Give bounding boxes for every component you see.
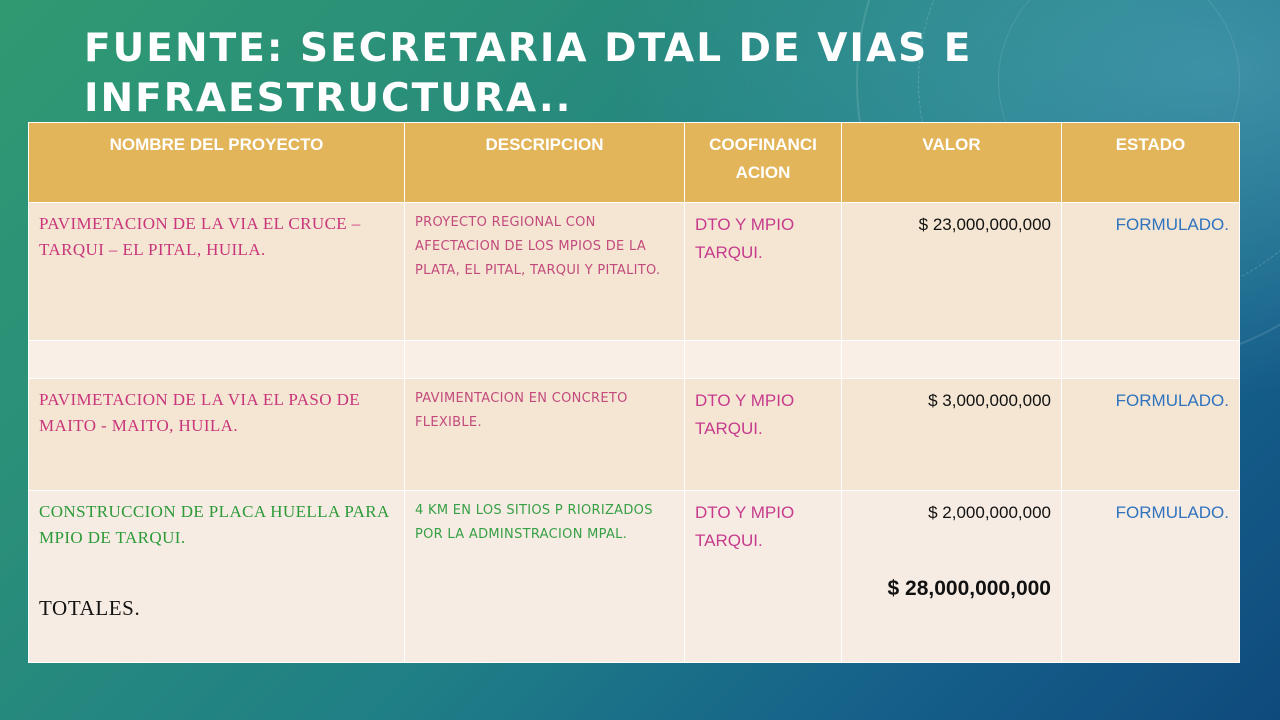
project-description: PAVIMENTACION EN CONCRETO FLEXIBLE. <box>405 379 685 491</box>
empty-cell <box>685 341 842 379</box>
project-cofinanciacion: DTO Y MPIO TARQUI. <box>685 203 842 341</box>
empty-cell <box>842 341 1062 379</box>
totals-value: $ 28,000,000,000 <box>887 577 1051 600</box>
project-valor: $ 23,000,000,000 <box>842 203 1062 341</box>
project-valor: $ 2,000,000,000 <box>928 503 1051 522</box>
empty-cell <box>405 341 685 379</box>
project-estado: FORMULADO. <box>1062 203 1240 341</box>
empty-cell <box>29 341 405 379</box>
project-name: PAVIMETACION DE LA VIA EL CRUCE – TARQUI – EL PITAL, HUILA. <box>29 203 405 341</box>
project-estado: FORMULADO. <box>1062 491 1240 663</box>
project-cofinanciacion: DTO Y MPIO TARQUI. <box>685 491 842 663</box>
project-estado: FORMULADO. <box>1062 379 1240 491</box>
column-header-estado: ESTADO <box>1062 123 1240 203</box>
project-name: PAVIMETACION DE LA VIA EL PASO DE MAITO - MAITO, HUILA. <box>29 379 405 491</box>
column-header-descripcion: DESCRIPCION <box>405 123 685 203</box>
project-cofinanciacion: DTO Y MPIO TARQUI. <box>685 379 842 491</box>
projects-table <box>28 122 1240 663</box>
table-header-row <box>29 123 1240 203</box>
project-name-cell <box>29 491 405 663</box>
project-valor-cell <box>842 491 1062 663</box>
table-row <box>29 491 1240 663</box>
table-row <box>29 379 1240 491</box>
project-description: 4 KM EN LOS SITIOS P RIORIZADOS POR LA ADMINSTRACION MPAL. <box>405 491 685 663</box>
table-row-empty <box>29 341 1240 379</box>
column-header-coofinanciacion: COOFINANCI ACION <box>685 123 842 203</box>
totals-label: TOTALES. <box>39 596 141 620</box>
project-valor: $ 3,000,000,000 <box>842 379 1062 491</box>
project-description: PROYECTO REGIONAL CON AFECTACION DE LOS MPIOS DE LA PLATA, EL PITAL, TARQUI Y PITALITO. <box>405 203 685 341</box>
project-name: CONSTRUCCION DE PLACA HUELLA PARA MPIO DE TARQUI. <box>39 502 389 547</box>
projects-table-container <box>28 122 1239 663</box>
slide-title: FUENTE: SECRETARIA DTAL DE VIAS E INFRAESTRUCTURA.. <box>84 26 973 121</box>
column-header-valor: VALOR <box>842 123 1062 203</box>
column-header-nombre: NOMBRE DEL PROYECTO <box>29 123 405 203</box>
table-row <box>29 203 1240 341</box>
empty-cell <box>1062 341 1240 379</box>
